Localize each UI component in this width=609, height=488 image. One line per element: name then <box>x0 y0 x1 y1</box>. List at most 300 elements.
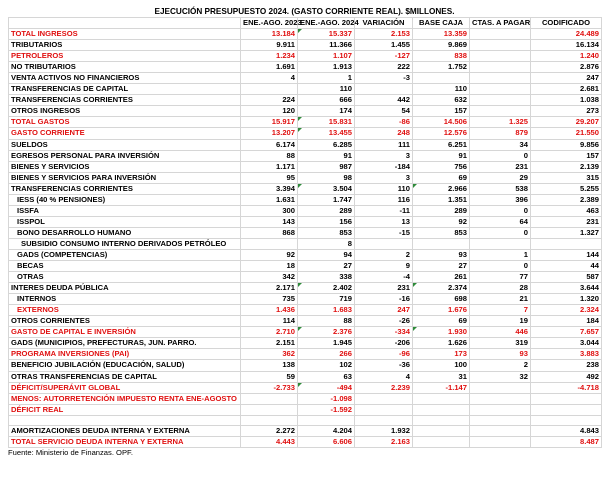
value-cell: 2.324 <box>531 305 602 316</box>
row-label: PROGRAMA INVERSIONES (PAI) <box>9 349 241 360</box>
value-cell: 2.710 <box>241 327 298 338</box>
value-cell: 157 <box>413 106 470 117</box>
value-cell: 698 <box>413 294 470 305</box>
value-cell: 69 <box>413 172 470 183</box>
value-cell: 5.255 <box>531 183 602 194</box>
value-cell: 1.320 <box>531 294 602 305</box>
row-label: NO TRIBUTARIOS <box>9 62 241 73</box>
value-cell: 27 <box>298 261 355 272</box>
row-label: ISSFA <box>9 205 241 216</box>
header-cell <box>9 18 241 29</box>
value-cell: 29.207 <box>531 117 602 128</box>
table-row <box>9 393 602 404</box>
value-cell: 4.204 <box>298 425 355 436</box>
row-label: TRIBUTARIOS <box>9 40 241 51</box>
value-cell: -206 <box>355 338 413 349</box>
value-cell: 231 <box>531 216 602 227</box>
value-cell <box>470 238 531 249</box>
row-label: OTRAS TRANSFERENCIAS DE CAPITAL <box>9 371 241 382</box>
row-label: EGRESOS PERSONAL PARA INVERSIÓN <box>9 150 241 161</box>
value-cell: 342 <box>241 272 298 283</box>
value-cell <box>241 238 298 249</box>
value-cell: 157 <box>531 150 602 161</box>
value-cell: 156 <box>298 216 355 227</box>
value-cell: 110 <box>298 84 355 95</box>
value-cell <box>355 415 413 425</box>
value-cell: -334 <box>355 327 413 338</box>
value-cell: 2.163 <box>355 436 413 447</box>
value-cell: 338 <box>298 272 355 283</box>
table-row <box>9 436 602 447</box>
value-cell: 9.869 <box>413 40 470 51</box>
table-row <box>9 51 602 62</box>
value-cell: 3 <box>355 172 413 183</box>
table-row <box>9 161 602 172</box>
value-cell: 2.153 <box>355 29 413 40</box>
header-cell: CTAS. A PAGAR <box>470 18 531 29</box>
value-cell: 11.366 <box>298 40 355 51</box>
row-label: TOTAL SERVICIO DEUDA INTERNA Y EXTERNA <box>9 436 241 447</box>
value-cell: 853 <box>413 227 470 238</box>
row-label: TRANSFERENCIAS CORRIENTES <box>9 183 241 194</box>
value-cell: 868 <box>241 227 298 238</box>
table-row <box>9 128 602 139</box>
value-cell: 138 <box>241 360 298 371</box>
value-cell: 1.455 <box>355 40 413 51</box>
value-cell: 9.911 <box>241 40 298 51</box>
value-cell: 1.436 <box>241 305 298 316</box>
value-cell: -4 <box>355 272 413 283</box>
value-cell: 15.831 <box>298 117 355 128</box>
value-cell: 92 <box>241 249 298 260</box>
value-cell: 4 <box>355 371 413 382</box>
table-row <box>9 404 602 415</box>
value-cell: 32 <box>470 371 531 382</box>
value-cell: 1 <box>470 249 531 260</box>
row-label: GADS (COMPETENCIAS) <box>9 249 241 260</box>
value-cell: 838 <box>413 51 470 62</box>
row-label <box>9 415 241 425</box>
row-label: SUBSIDIO CONSUMO INTERNO DERIVADOS PETRÓLEO <box>9 238 241 249</box>
value-cell: 2.402 <box>298 283 355 294</box>
value-cell <box>355 84 413 95</box>
value-cell <box>355 393 413 404</box>
value-cell <box>470 29 531 40</box>
value-cell: 173 <box>413 349 470 360</box>
value-cell: 666 <box>298 95 355 106</box>
value-cell: 289 <box>298 205 355 216</box>
table-row <box>9 150 602 161</box>
row-label: OTROS INGRESOS <box>9 106 241 117</box>
source-note: Fuente: Ministerio de Finanzas. OPF. <box>8 447 133 457</box>
value-cell: 538 <box>470 183 531 194</box>
value-cell <box>413 73 470 84</box>
value-cell: 3.644 <box>531 283 602 294</box>
value-cell: 2.681 <box>531 84 602 95</box>
value-cell: 1.945 <box>298 338 355 349</box>
value-cell: 632 <box>413 95 470 106</box>
value-cell: 1.631 <box>241 194 298 205</box>
value-cell: 879 <box>470 128 531 139</box>
value-cell: 1.913 <box>298 62 355 73</box>
value-cell: 224 <box>241 95 298 106</box>
value-cell: 143 <box>241 216 298 227</box>
value-cell: 7 <box>470 305 531 316</box>
value-cell: -1.098 <box>298 393 355 404</box>
value-cell: -127 <box>355 51 413 62</box>
row-label: AMORTIZACIONES DEUDA INTERNA Y EXTERNA <box>9 425 241 436</box>
value-cell <box>470 436 531 447</box>
value-cell: 756 <box>413 161 470 172</box>
value-cell: 261 <box>413 272 470 283</box>
value-cell: 1.171 <box>241 161 298 172</box>
value-cell: 442 <box>355 95 413 106</box>
row-label: BIENES Y SERVICIOS <box>9 161 241 172</box>
value-cell: 9 <box>355 261 413 272</box>
value-cell: 446 <box>470 327 531 338</box>
value-cell: 492 <box>531 371 602 382</box>
value-cell: 27 <box>413 261 470 272</box>
value-cell: 1.691 <box>241 62 298 73</box>
value-cell: 28 <box>470 283 531 294</box>
value-cell <box>413 436 470 447</box>
row-label: TRANSFERENCIAS DE CAPITAL <box>9 84 241 95</box>
value-cell: 59 <box>241 371 298 382</box>
value-cell: 2.239 <box>355 382 413 393</box>
value-cell: 4.843 <box>531 425 602 436</box>
value-cell: 300 <box>241 205 298 216</box>
value-cell: -3 <box>355 73 413 84</box>
value-cell: 12.576 <box>413 128 470 139</box>
value-cell <box>531 415 602 425</box>
value-cell: 2.966 <box>413 183 470 194</box>
value-cell: 64 <box>470 216 531 227</box>
row-label: BECAS <box>9 261 241 272</box>
row-label: SUELDOS <box>9 139 241 150</box>
value-cell: 13.455 <box>298 128 355 139</box>
value-cell <box>470 106 531 117</box>
value-cell: 29 <box>470 172 531 183</box>
table-row <box>9 227 602 238</box>
row-label: TOTAL GASTOS <box>9 117 241 128</box>
value-cell: 231 <box>470 161 531 172</box>
value-cell: 0 <box>470 205 531 216</box>
table-row <box>9 95 602 106</box>
value-cell: 1.747 <box>298 194 355 205</box>
value-cell: 3 <box>355 150 413 161</box>
value-cell <box>413 404 470 415</box>
value-cell <box>241 404 298 415</box>
value-cell: 1.327 <box>531 227 602 238</box>
table-row <box>9 84 602 95</box>
value-cell: 2 <box>470 360 531 371</box>
table-row <box>9 294 602 305</box>
header-cell: CODIFICADO <box>531 18 602 29</box>
value-cell: 266 <box>298 349 355 360</box>
value-cell <box>470 40 531 51</box>
table-row <box>9 371 602 382</box>
value-cell: 13 <box>355 216 413 227</box>
value-cell: 184 <box>531 316 602 327</box>
value-cell: -4.718 <box>531 382 602 393</box>
table-row <box>9 272 602 283</box>
value-cell: 231 <box>355 283 413 294</box>
value-cell: 110 <box>355 183 413 194</box>
value-cell: 8 <box>298 238 355 249</box>
row-label: OTROS CORRIENTES <box>9 316 241 327</box>
value-cell: 1.351 <box>413 194 470 205</box>
header-row <box>9 18 602 29</box>
value-cell: 735 <box>241 294 298 305</box>
value-cell <box>470 51 531 62</box>
value-cell: 2.876 <box>531 62 602 73</box>
value-cell: -494 <box>298 382 355 393</box>
value-cell: 587 <box>531 272 602 283</box>
value-cell: -96 <box>355 349 413 360</box>
value-cell: 853 <box>298 227 355 238</box>
table-row <box>9 360 602 371</box>
value-cell: 2.151 <box>241 338 298 349</box>
row-label: IESS (40 % PENSIONES) <box>9 194 241 205</box>
row-label: OTRAS <box>9 272 241 283</box>
value-cell: 2.139 <box>531 161 602 172</box>
value-cell: 4 <box>241 73 298 84</box>
value-cell: -184 <box>355 161 413 172</box>
value-cell: 95 <box>241 172 298 183</box>
table-row <box>9 382 602 393</box>
row-label: DÉFICIT REAL <box>9 404 241 415</box>
value-cell: 7.657 <box>531 327 602 338</box>
value-cell: 13.207 <box>241 128 298 139</box>
value-cell <box>470 95 531 106</box>
value-cell: 91 <box>413 150 470 161</box>
value-cell <box>241 415 298 425</box>
row-label: GASTO DE CAPITAL E INVERSIÓN <box>9 327 241 338</box>
value-cell: 93 <box>413 249 470 260</box>
value-cell: 2.171 <box>241 283 298 294</box>
table-row <box>9 249 602 260</box>
value-cell: 21.550 <box>531 128 602 139</box>
value-cell: -36 <box>355 360 413 371</box>
table-row <box>9 194 602 205</box>
row-label: MENOS: AUTORRETENCIÓN IMPUESTO RENTA ENE-AGOSTO <box>9 393 241 404</box>
value-cell: 21 <box>470 294 531 305</box>
value-cell: 1.683 <box>298 305 355 316</box>
value-cell: 1.038 <box>531 95 602 106</box>
value-cell <box>470 73 531 84</box>
table-row <box>9 117 602 128</box>
value-cell: 1.234 <box>241 51 298 62</box>
value-cell: 63 <box>298 371 355 382</box>
value-cell: 13.359 <box>413 29 470 40</box>
value-cell: 14.506 <box>413 117 470 128</box>
value-cell: 100 <box>413 360 470 371</box>
value-cell: -16 <box>355 294 413 305</box>
value-cell: -86 <box>355 117 413 128</box>
value-cell: 1.325 <box>470 117 531 128</box>
value-cell: 1.626 <box>413 338 470 349</box>
value-cell <box>470 62 531 73</box>
row-label: EXTERNOS <box>9 305 241 316</box>
value-cell: 0 <box>470 227 531 238</box>
value-cell: 247 <box>355 305 413 316</box>
value-cell: 54 <box>355 106 413 117</box>
row-label: BONO DESARROLLO HUMANO <box>9 227 241 238</box>
row-label: BENEFICIO JUBILACIÓN (EDUCACIÓN, SALUD) <box>9 360 241 371</box>
value-cell: 111 <box>355 139 413 150</box>
value-cell: 1.932 <box>355 425 413 436</box>
header-cell: ENE.-AGO. 2024 <box>298 18 355 29</box>
value-cell: 34 <box>470 139 531 150</box>
value-cell: 247 <box>531 73 602 84</box>
value-cell <box>413 425 470 436</box>
value-cell: 19 <box>470 316 531 327</box>
value-cell: 248 <box>355 128 413 139</box>
value-cell: 31 <box>413 371 470 382</box>
value-cell: 719 <box>298 294 355 305</box>
value-cell: 9.856 <box>531 139 602 150</box>
value-cell: 144 <box>531 249 602 260</box>
value-cell: 0 <box>470 261 531 272</box>
value-cell: 94 <box>298 249 355 260</box>
value-cell: 3.044 <box>531 338 602 349</box>
table-row <box>9 73 602 84</box>
row-label: PETROLEROS <box>9 51 241 62</box>
value-cell: -1.147 <box>413 382 470 393</box>
row-label: TRANSFERENCIAS CORRIENTES <box>9 95 241 106</box>
value-cell <box>241 84 298 95</box>
value-cell: 1.752 <box>413 62 470 73</box>
value-cell <box>470 84 531 95</box>
value-cell: 238 <box>531 360 602 371</box>
value-cell: 396 <box>470 194 531 205</box>
value-cell: 1.240 <box>531 51 602 62</box>
table-row <box>9 205 602 216</box>
value-cell: 987 <box>298 161 355 172</box>
value-cell: 69 <box>413 316 470 327</box>
value-cell: 110 <box>413 84 470 95</box>
value-cell <box>531 393 602 404</box>
value-cell: 1.930 <box>413 327 470 338</box>
row-label: ISSPOL <box>9 216 241 227</box>
value-cell <box>241 393 298 404</box>
value-cell <box>413 393 470 404</box>
value-cell <box>470 425 531 436</box>
value-cell <box>413 238 470 249</box>
value-cell: 114 <box>241 316 298 327</box>
value-cell: 463 <box>531 205 602 216</box>
table-row <box>9 349 602 360</box>
table-row <box>9 283 602 294</box>
value-cell: 289 <box>413 205 470 216</box>
value-cell: 92 <box>413 216 470 227</box>
value-cell: 273 <box>531 106 602 117</box>
value-cell: -26 <box>355 316 413 327</box>
table-row <box>9 327 602 338</box>
value-cell: 15.337 <box>298 29 355 40</box>
row-label: BIENES Y SERVICIOS PARA INVERSIÓN <box>9 172 241 183</box>
budget-table <box>8 17 602 448</box>
value-cell: 8.487 <box>531 436 602 447</box>
table-row <box>9 183 602 194</box>
value-cell: 319 <box>470 338 531 349</box>
value-cell: 13.184 <box>241 29 298 40</box>
table-row <box>9 425 602 436</box>
value-cell: 3.504 <box>298 183 355 194</box>
table-body <box>9 29 602 448</box>
row-label: VENTA ACTIVOS NO FINANCIEROS <box>9 73 241 84</box>
spacer-row <box>9 415 602 425</box>
value-cell: 88 <box>241 150 298 161</box>
value-cell: 222 <box>355 62 413 73</box>
table-row <box>9 139 602 150</box>
table-row <box>9 316 602 327</box>
value-cell <box>470 404 531 415</box>
value-cell: 91 <box>298 150 355 161</box>
table-row <box>9 29 602 40</box>
table-row <box>9 261 602 272</box>
row-label: INTERNOS <box>9 294 241 305</box>
value-cell: 93 <box>470 349 531 360</box>
value-cell: 1.107 <box>298 51 355 62</box>
value-cell: 6.606 <box>298 436 355 447</box>
value-cell <box>470 393 531 404</box>
header-cell: VARIACIÓN <box>355 18 413 29</box>
value-cell: 116 <box>355 194 413 205</box>
table-title: EJECUCIÓN PRESUPUESTO 2024. (GASTO CORRIENTE REAL). $MILLONES. <box>154 7 455 16</box>
value-cell: 102 <box>298 360 355 371</box>
value-cell: 88 <box>298 316 355 327</box>
value-cell: -1.592 <box>298 404 355 415</box>
value-cell: -2.733 <box>241 382 298 393</box>
value-cell: 2.374 <box>413 283 470 294</box>
table-row <box>9 305 602 316</box>
value-cell <box>298 415 355 425</box>
value-cell: 3.883 <box>531 349 602 360</box>
value-cell: 6.174 <box>241 139 298 150</box>
value-cell: 18 <box>241 261 298 272</box>
header-cell: ENE.-AGO. 2023 <box>241 18 298 29</box>
value-cell: 1.676 <box>413 305 470 316</box>
value-cell: 362 <box>241 349 298 360</box>
table-row <box>9 172 602 183</box>
table-row <box>9 106 602 117</box>
value-cell <box>470 382 531 393</box>
value-cell: 15.917 <box>241 117 298 128</box>
value-cell: 24.489 <box>531 29 602 40</box>
row-label: GASTO CORRIENTE <box>9 128 241 139</box>
value-cell: -15 <box>355 227 413 238</box>
row-label: TOTAL INGRESOS <box>9 29 241 40</box>
row-label: INTERES DEUDA PÚBLICA <box>9 283 241 294</box>
value-cell: 4.443 <box>241 436 298 447</box>
value-cell <box>355 404 413 415</box>
value-cell: 2 <box>355 249 413 260</box>
value-cell: 2.376 <box>298 327 355 338</box>
value-cell: 98 <box>298 172 355 183</box>
value-cell: 174 <box>298 106 355 117</box>
value-cell: 6.285 <box>298 139 355 150</box>
value-cell <box>355 238 413 249</box>
value-cell <box>531 404 602 415</box>
table-row <box>9 62 602 73</box>
value-cell: 1 <box>298 73 355 84</box>
value-cell <box>413 415 470 425</box>
table-row <box>9 40 602 51</box>
row-label: GADS (MUNICIPIOS, PREFECTURAS, JUN. PARRO. <box>9 338 241 349</box>
value-cell: 77 <box>470 272 531 283</box>
value-cell: 2.272 <box>241 425 298 436</box>
